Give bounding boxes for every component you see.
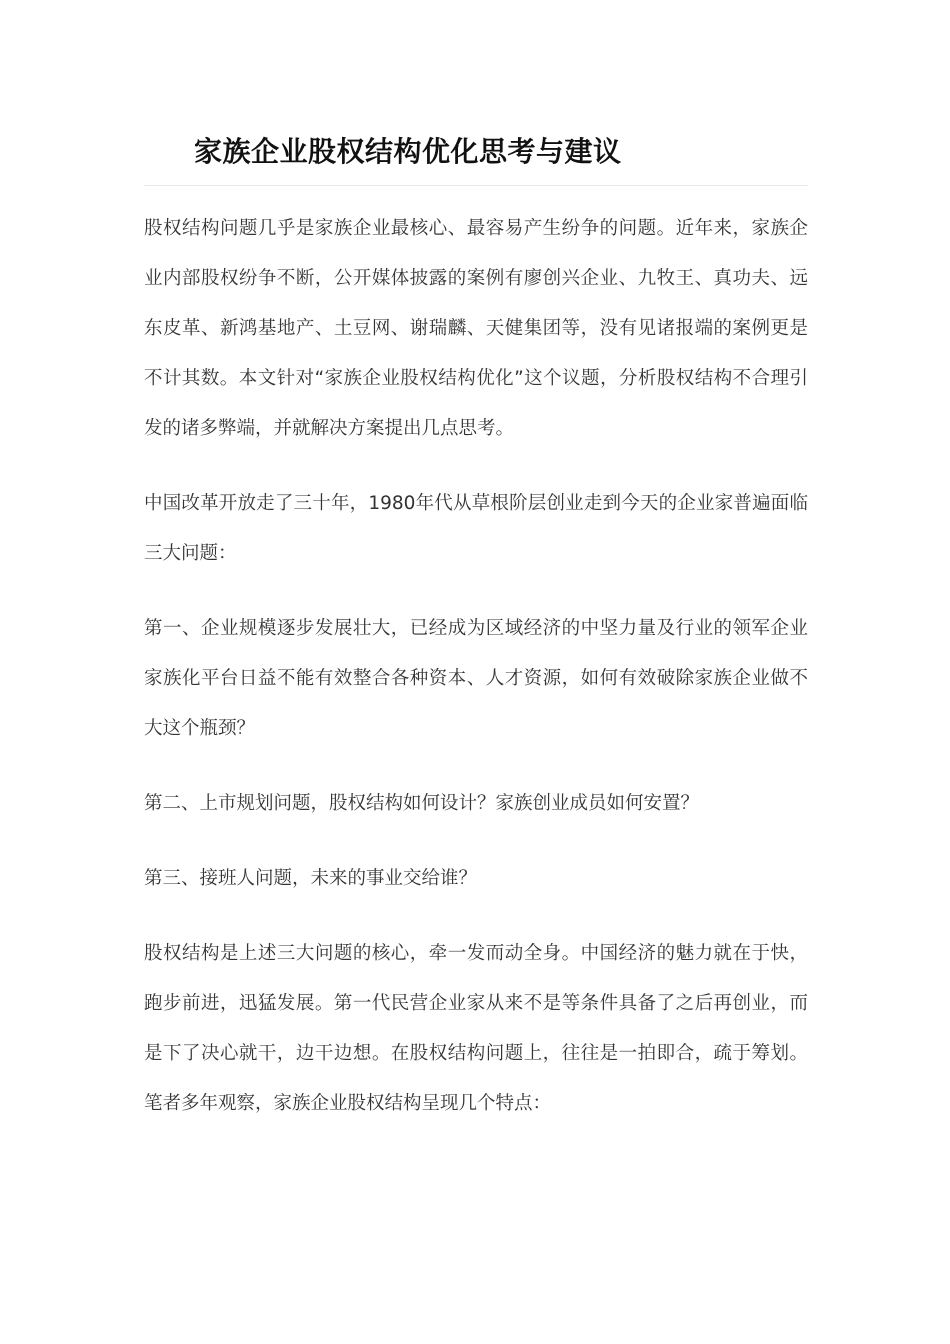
paragraph-problem-two: 第二、上市规划问题，股权结构如何设计？家族创业成员如何安置？ <box>144 793 700 814</box>
paragraph-intro: 股权结构问题几乎是家族企业最核心、最容易产生纷争的问题。近年来，家族企业内部股权纷争不断，公开媒体披露的案例有廖创兴企业、九牧王、真功夫、远东皮革、新鸿基地产、土豆网、谢瑞麟、天健集团等，没有见诸报端的案例更是不计其数。本文针对“家族企业股权结构优化”这个议题，分析股权结构不合理引发的诸多弊端，并就解决方案提出几点思考。 <box>144 218 808 439</box>
paragraph-problem-three: 第三、接班人问题，未来的事业交给谁？ <box>144 868 478 889</box>
article-body <box>144 204 808 1154</box>
title-divider <box>144 185 808 186</box>
paragraph-problem-one: 第一、企业规模逐步发展壮大，已经成为区域经济的中坚力量及行业的领军企业家族化平台日益不能有效整合各种资本、人才资源，如何有效破除家族企业做不大这个瓶颈？ <box>144 618 808 739</box>
page-title: 家族企业股权结构优化思考与建议 <box>194 135 622 168</box>
paragraph-equity-core: 股权结构是上述三大问题的核心，牵一发而动全身。中国经济的魅力就在于快，跑步前进，迅猛发展。第一代民营企业家从来不是等条件具备了之后再创业，而是下了决心就干，边干边想。在股权结构问题上，往往是一拍即合，疏于筹划。笔者多年观察，家族企业股权结构呈现几个特点： <box>144 943 808 1114</box>
paragraph-three-problems: 中国改革开放走了三十年，1980年代从草根阶层创业走到今天的企业家普遍面临三大问题： <box>144 493 808 564</box>
